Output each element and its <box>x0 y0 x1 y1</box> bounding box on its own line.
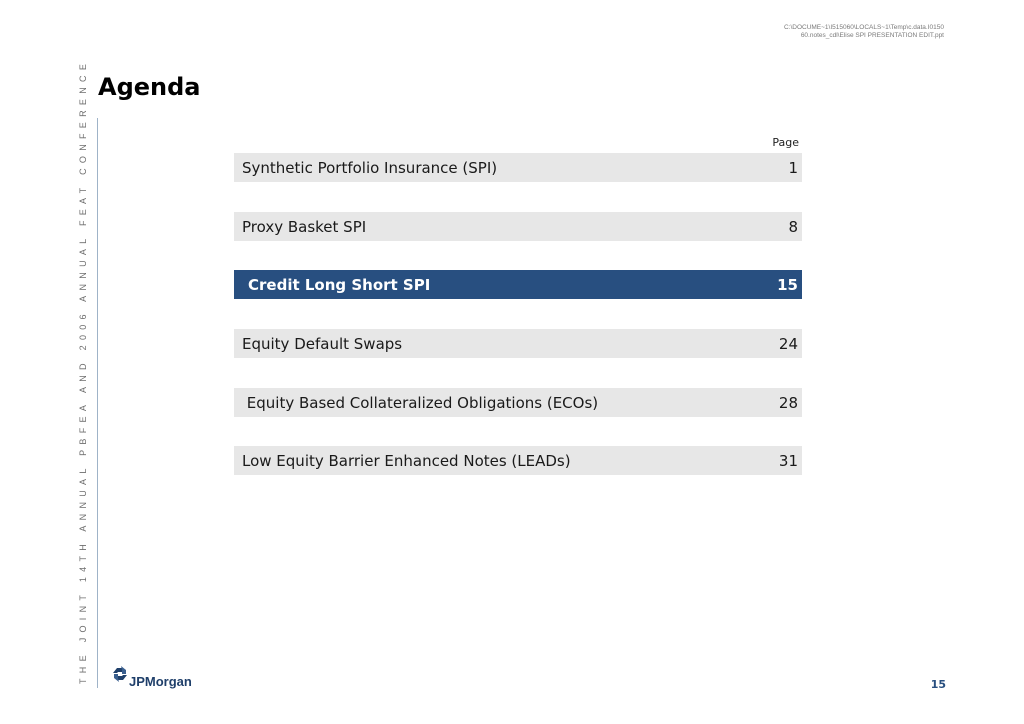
agenda-item-page: 28 <box>778 393 798 412</box>
agenda-item-page: 15 <box>777 275 798 294</box>
file-path-line-2: 60.notes_cdl\Elise SPI PRESENTATION EDIT.ppt <box>800 32 944 39</box>
agenda-item-label: Equity Based Collateralized Obligations (ECOs) <box>242 393 599 412</box>
jpmorgan-octagon-icon <box>112 665 128 687</box>
agenda-item-page: 31 <box>778 451 798 470</box>
agenda-item-ecos[interactable] <box>234 388 802 417</box>
jpmorgan-logo <box>112 664 192 688</box>
agenda-item-proxy-basket-spi[interactable] <box>234 212 802 241</box>
side-divider <box>97 118 98 688</box>
agenda-item-credit-long-short-spi[interactable] <box>234 270 802 299</box>
agenda-item-page: 24 <box>778 334 798 353</box>
agenda-item-label: Synthetic Portfolio Insurance (SPI) <box>242 158 498 177</box>
agenda-item-label: Proxy Basket SPI <box>242 217 367 236</box>
page-number: 15 <box>930 678 946 691</box>
agenda-item-label: Credit Long Short SPI <box>248 275 431 294</box>
file-path-line-1: C:\DOCUME~1\I515060\LOCALS~1\Temp\c.data.I0150 <box>783 24 944 31</box>
agenda-item-leads[interactable] <box>234 446 802 475</box>
file-path <box>784 24 944 40</box>
conference-side-text: THE JOINT 14TH ANNUAL PBFEA AND 2006 ANNUAL FEAT CONFERENCE <box>78 58 88 684</box>
agenda-item-label: Equity Default Swaps <box>242 334 403 353</box>
page-column-label: Page <box>772 136 799 149</box>
agenda-item-page: 1 <box>788 158 798 177</box>
agenda-item-label: Low Equity Barrier Enhanced Notes (LEADs) <box>242 451 571 470</box>
agenda-item-equity-default-swaps[interactable] <box>234 329 802 358</box>
jpmorgan-logo-text: JPMorgan <box>129 673 192 689</box>
agenda-item-page: 8 <box>788 217 798 236</box>
page-title: Agenda <box>98 73 201 101</box>
agenda-item-spi[interactable] <box>234 153 802 182</box>
